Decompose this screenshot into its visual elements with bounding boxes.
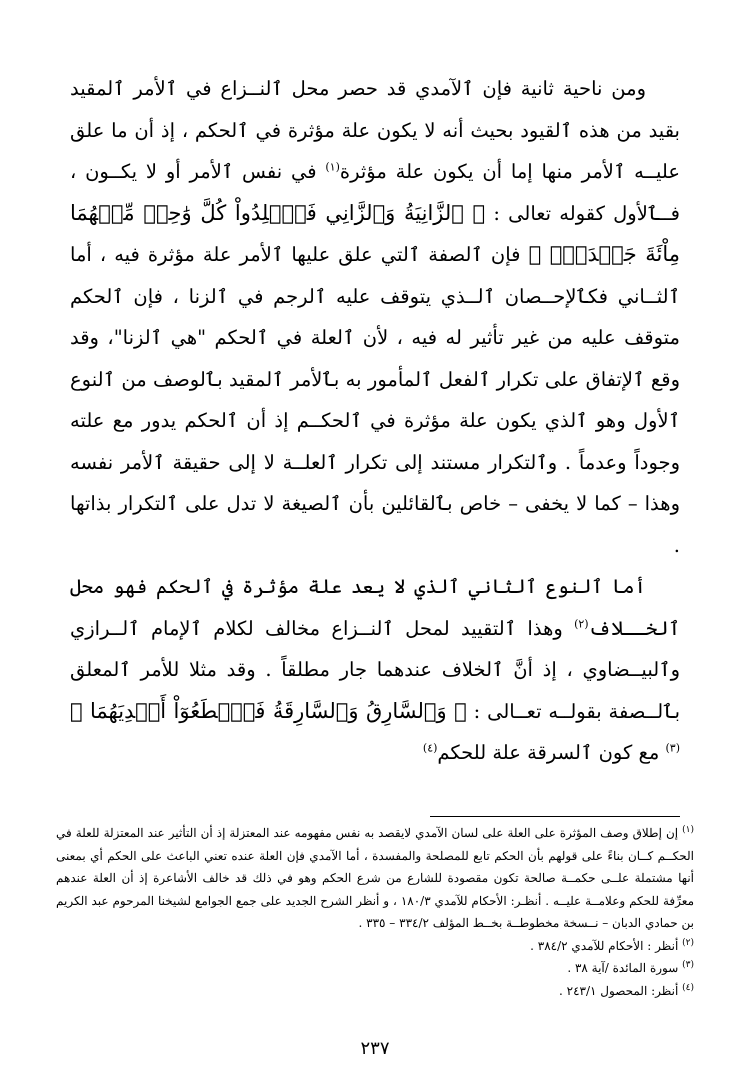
footnote-1-text: إن إطلاق وصف المؤثرة على العلة على لسان الآمدي لايقصد به نفس مفهومه عند المعتزلة إذ أن التأثير عند المعتزلة للعلة في الحكــم كــان بناءً على قولهم بأن الحكم تابع للمصلحة والمفسدة ، أما الآمدي فإن العلة عنده تعني الباعث على الحكم أي بمعنى أنها مشتملة علــى حكمــة صالحة تكون مقصودة للشارع من شرع الحكم وهو في ذلك قد خالف الأشاعرة إذ أن العلة عندهم معرِّفة للحكم وعلامــة عليــه . أنظـر: الأحكام للآمدي ١٨٠/٣ ، و أنظر الشرح الجديد على جمع الجوامع لشيخنا المرحوم عبد الكريم بن حمادي الدبان – نــسخة مخطوطــة بخــط المؤلف ٣٣٤/٢ – ٣٣٥ . [56, 826, 694, 930]
footnote-2-text: أنظر : الأحكام للآمدي ٣٨٤/٢ . [530, 938, 679, 953]
quran-verse-2: ﴿ وَٱلسَّارِقُ وَٱلسَّارِقَةُ فَٱقۡطَعُوٓاْ أَيۡدِيَهُمَا ﴾ [70, 698, 467, 723]
page-number: ٢٣٧ [360, 1038, 390, 1059]
footnote-ref-1: (١) [325, 160, 340, 174]
footnote-2-number: (٢) [682, 937, 694, 948]
footnote-4-number: (٤) [682, 982, 694, 993]
footnote-3 [56, 957, 694, 980]
paragraph-2-part-b: وهذا ٱلتقييد لمحل ٱلنــزاع مخالف لكلام ٱلإمام ٱلــرازي وٱلبيــضاوي ، إذ أنَّ ٱلخلاف عندهما جار مطلقاً . وقد مثلا للأمر ٱلمعلق بٱلــصفة بقولــه تعــالى : [70, 616, 680, 723]
footnote-ref-4: (٤) [422, 741, 438, 755]
quran-verse-1: ﴿ ٱلزَّانِيَةُ وَٱلزَّانِي فَٱجۡلِدُواْ كُلَّ وَٰحِدٖ مِّنۡهُمَا مِاْئَةَ جَلۡدَةٖۖ ﴾ [70, 200, 680, 266]
footnote-ref-3: (٣) [665, 741, 680, 755]
footnote-2 [56, 935, 694, 958]
paragraph-2-part-a: أما ٱلنوع ٱلثاني ٱلذي لا يعد علة مؤثرة في ٱلحكم فهو محل ٱلخــلاف [70, 575, 680, 640]
footnote-4 [56, 980, 694, 1003]
footnote-separator [430, 816, 680, 817]
footnote-1 [56, 822, 694, 935]
paragraph-1-part-b: في نفس ٱلأمر أو لا يكــون ، فــٱلأول كقوله تعالى : [70, 160, 681, 225]
paragraph-1-part-c: فإن ٱلصفة ٱلتي علق عليها ٱلأمر علة مؤثرة فيه ، أما ٱلثــاني فكٱلإحــصان ٱلــذي يتوقف عليه ٱلرجم في ٱلزنا ، فإن ٱلحكم متوقف عليه من غير تأثير له فيه ، لأن ٱلعلة في ٱلحكم "هي ٱلزنا"، وقد وقع ٱلإتفاق على تكرار ٱلفعل ٱلمأمور به بٱلأمر ٱلمقيد بٱلوصف من ٱلنوع ٱلأول وهو ٱلذي يكون علة مؤثرة في ٱلحكــم إذ أن ٱلحكم يدور مع علته وجوداً وعدماً . وٱلتكرار مستند إلى تكرار ٱلعلــة لا إلى حقيقة ٱلأمر نفسه وهذا – كما لا يخفى – خاص بٱلقائلين بأن ٱلصيغة لا تدل على ٱلتكرار بذاتها . [70, 243, 680, 557]
footnote-1-number: (١) [682, 825, 694, 835]
paragraph-2 [70, 566, 680, 774]
paragraph-1 [70, 68, 680, 566]
paragraph-2-part-c: مع كون ٱلسرقة علة للحكم [437, 741, 666, 764]
footnote-3-number: (٣) [682, 960, 694, 970]
paragraph-1-part-a: ومن ناحية ثانية فإن ٱلآمدي قد حصر محل ٱلنــزاع في ٱلأمر ٱلمقيد بقيد من هذه ٱلقيود بحيث أنه لا يكون علة مؤثرة في ٱلحكم ، إذ أن ما علق عليــه ٱلأمر منها إما أن يكون علة مؤثرة [70, 77, 680, 183]
footnotes [56, 822, 694, 1002]
footnote-3-text: سورة المائدة /آية ٣٨ . [567, 961, 679, 975]
footnote-4-text: أنظر: المحصول ٢٤٣/١ . [559, 983, 679, 998]
main-text [70, 68, 680, 774]
footnote-ref-2: (٢) [574, 617, 589, 630]
